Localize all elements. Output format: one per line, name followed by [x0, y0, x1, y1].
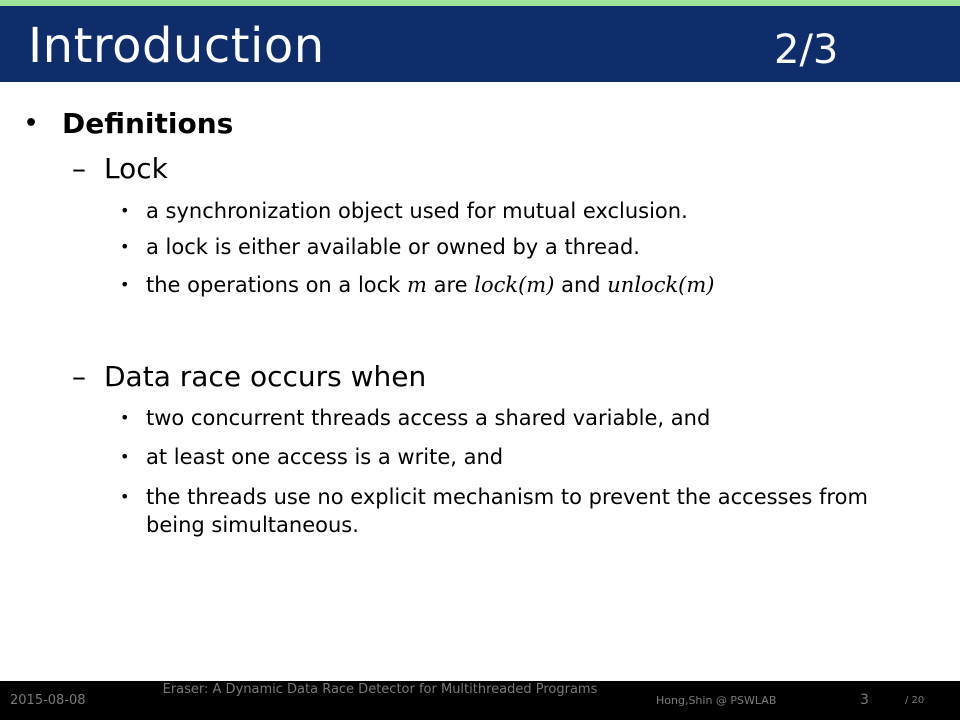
footer-bar	[0, 681, 960, 720]
bullet-text: the threads use no explicit mechanism to prevent the accesses from being simultaneous.	[146, 485, 868, 537]
bullet-dot: •	[120, 201, 130, 220]
footer-page-total: / 20	[905, 695, 925, 706]
bullet-dot: •	[120, 237, 130, 256]
text-part: the operations on a lock	[146, 273, 408, 297]
slide-title: Introduction	[28, 18, 325, 74]
footer-page-number: 3	[860, 692, 869, 708]
bullet-dot: •	[120, 408, 130, 427]
bullet-text: a lock is either available or owned by a thread.	[146, 235, 640, 259]
footer-date: 2015-08-08	[10, 693, 86, 708]
lock-heading: Lock	[104, 152, 168, 185]
footer-title: Eraser: A Dynamic Data Race Detector for Multithreaded Programs	[162, 682, 598, 697]
footer-author: Hong,Shin @ PSWLAB	[656, 694, 777, 707]
math-m: m	[407, 273, 427, 297]
slide-title-part: 2/3	[774, 27, 839, 73]
math-lock: lock(m)	[474, 273, 555, 297]
text-part: are	[426, 273, 475, 297]
bullet-dot: •	[120, 487, 130, 506]
bullet-text: at least one access is a write, and	[146, 445, 504, 469]
bullet-text: a synchronization object used for mutual exclusion.	[146, 199, 688, 223]
race-heading: Data race occurs when	[104, 360, 427, 393]
dash-bullet: –	[72, 360, 86, 393]
bullet-dot: •	[24, 111, 39, 136]
text-part: and	[554, 273, 608, 297]
section-heading: Definitions	[62, 107, 234, 140]
math-unlock: unlock(m)	[607, 273, 715, 297]
bullet-dot: •	[120, 447, 130, 466]
bullet-text	[146, 271, 916, 299]
dash-bullet: –	[72, 152, 86, 185]
bullet-text: two concurrent threads access a shared variable, and	[146, 406, 711, 430]
bullet-dot: •	[120, 275, 130, 294]
